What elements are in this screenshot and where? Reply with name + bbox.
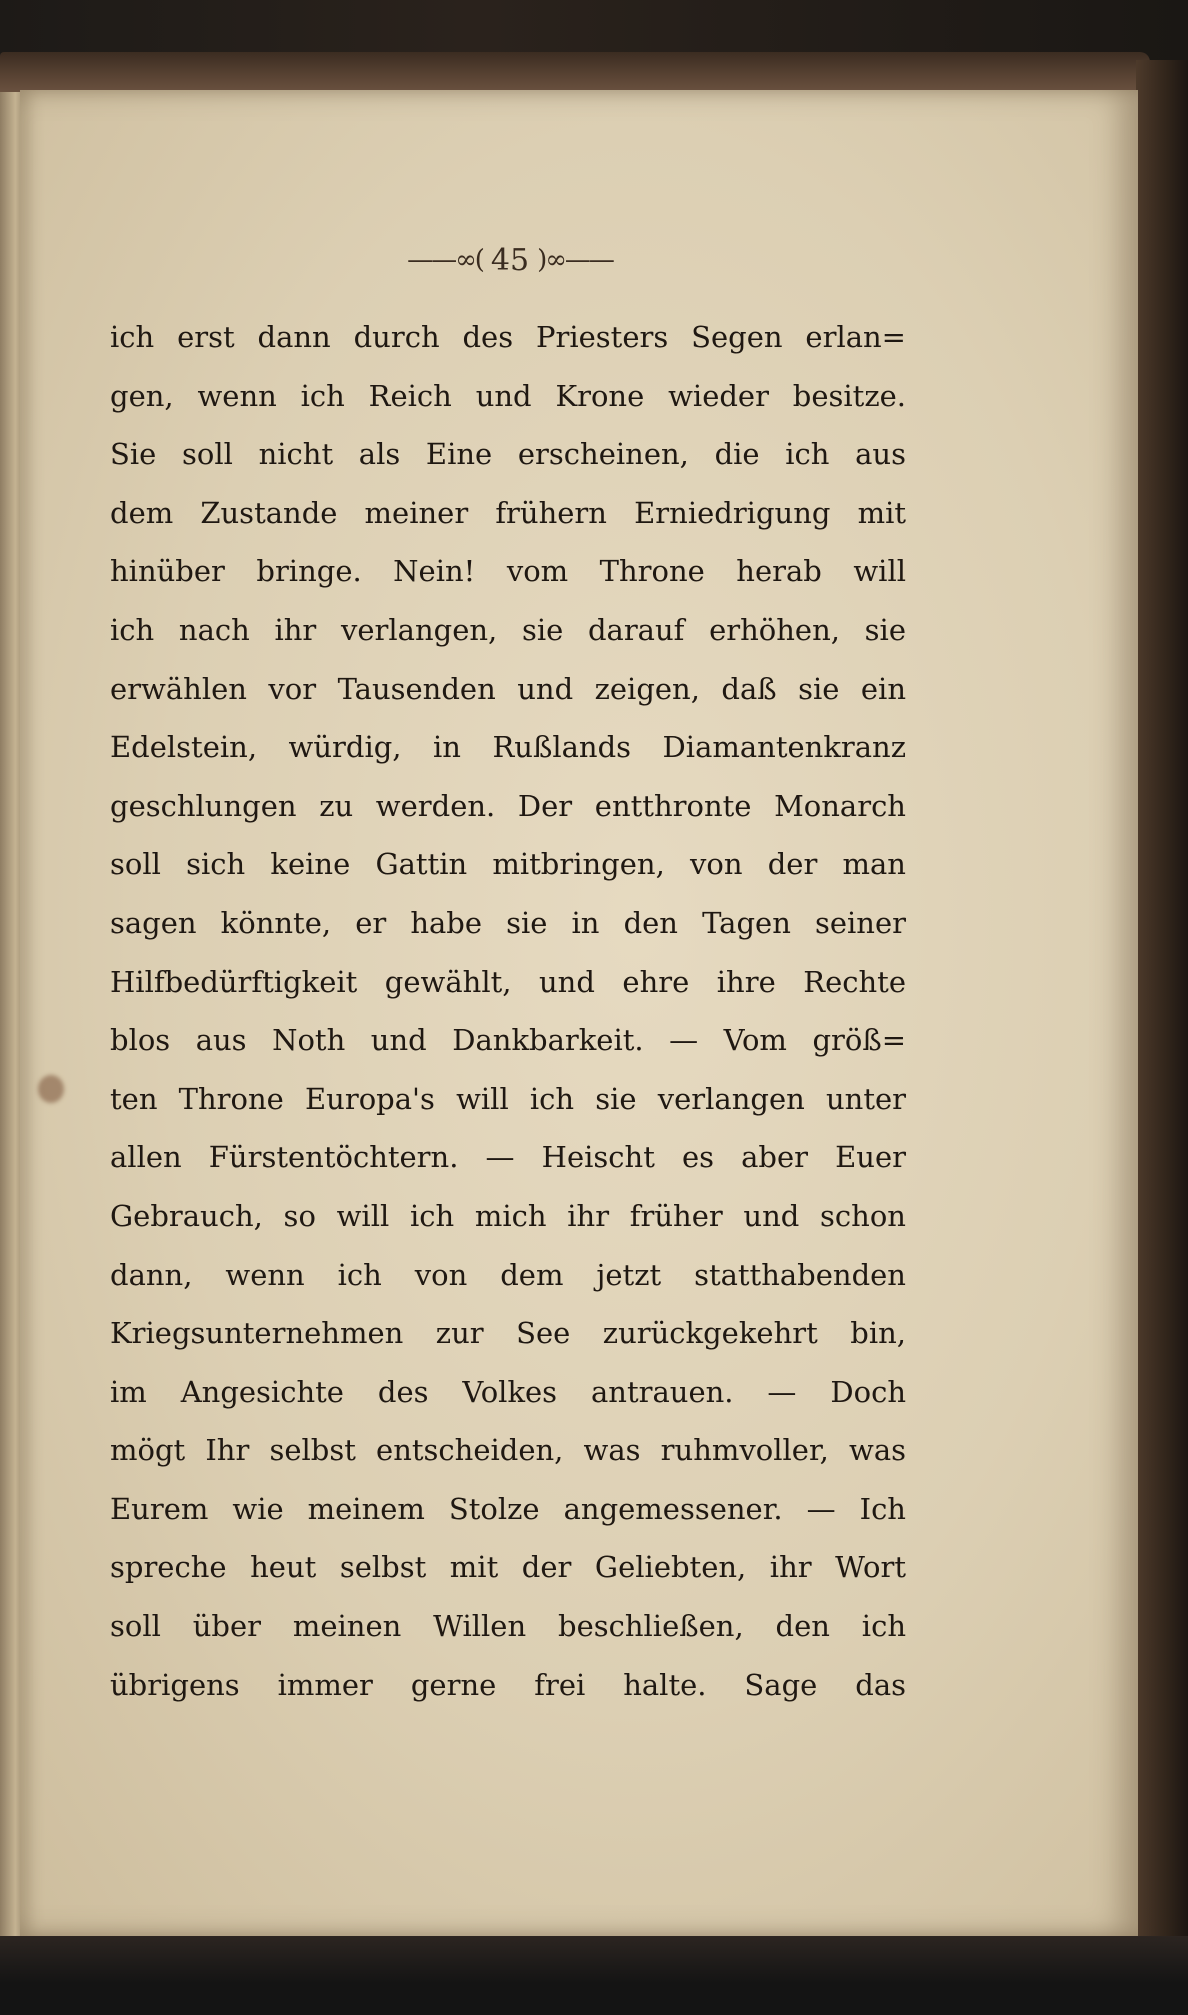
text-line: dem Zustande meiner frühern Erniedrigung mit bbox=[110, 495, 906, 530]
text-line: soll sich keine Gattin mitbringen, von der man bbox=[110, 847, 906, 882]
text-line: im Angesichte des Volkes antrauen. — Doch bbox=[110, 1374, 906, 1409]
text-line: Kriegsunternehmen zur See zurückgekehrt bin, bbox=[110, 1316, 906, 1351]
ornament-right: )∞—— bbox=[537, 245, 613, 275]
text-line: soll über meinen Willen beschließen, den ich bbox=[110, 1609, 906, 1644]
text-line: gen, wenn ich Reich und Krone wieder besitze. bbox=[110, 378, 906, 413]
book-cover-edge bbox=[1136, 60, 1188, 1940]
text-line: geschlungen zu werden. Der entthronte Monarch bbox=[110, 788, 906, 823]
page-number: 45 bbox=[490, 242, 530, 278]
text-line: dann, wenn ich von dem jetzt statthabenden bbox=[110, 1257, 906, 1292]
page-header bbox=[330, 240, 690, 280]
page-edge bbox=[0, 92, 22, 1942]
text-line: übrigens immer gerne frei halte. Sage das bbox=[110, 1667, 906, 1702]
text-line: ich nach ihr verlangen, sie darauf erhöhen, sie bbox=[110, 612, 906, 647]
text-line: Edelstein, würdig, in Rußlands Diamantenkranz bbox=[110, 730, 906, 765]
text-line: hinüber bringe. Nein! vom Throne herab will bbox=[110, 554, 906, 589]
text-line: erwählen vor Tausenden und zeigen, daß sie ein bbox=[110, 671, 906, 706]
text-line: spreche heut selbst mit der Geliebten, ihr Wort bbox=[110, 1550, 906, 1585]
text-line: sagen könnte, er habe sie in den Tagen seiner bbox=[110, 905, 906, 940]
body-text bbox=[110, 308, 906, 1714]
book-top-edge bbox=[0, 52, 1150, 94]
text-line: mögt Ihr selbst entscheiden, was ruhmvoller, was bbox=[110, 1433, 906, 1468]
text-line: Sie soll nicht als Eine erscheinen, die ich aus bbox=[110, 437, 906, 472]
text-line: blos aus Noth und Dankbarkeit. — Vom größ= bbox=[110, 1023, 906, 1058]
paper-stain bbox=[38, 1075, 64, 1103]
text-line: Gebrauch, so will ich mich ihr früher und schon bbox=[110, 1198, 906, 1233]
scan-bottom-edge bbox=[0, 1936, 1188, 2015]
text-line: Hilfbedürftigkeit gewählt, und ehre ihre Rechte bbox=[110, 964, 906, 999]
text-line: ten Throne Europa's will ich sie verlangen unter bbox=[110, 1081, 906, 1116]
text-line: Eurem wie meinem Stolze angemessener. — Ich bbox=[110, 1491, 906, 1526]
ornament-left: ——∞( bbox=[407, 245, 483, 275]
text-line: allen Fürstentöchtern. — Heischt es aber Euer bbox=[110, 1140, 906, 1175]
text-line: ich erst dann durch des Priesters Segen erlan= bbox=[110, 320, 906, 354]
